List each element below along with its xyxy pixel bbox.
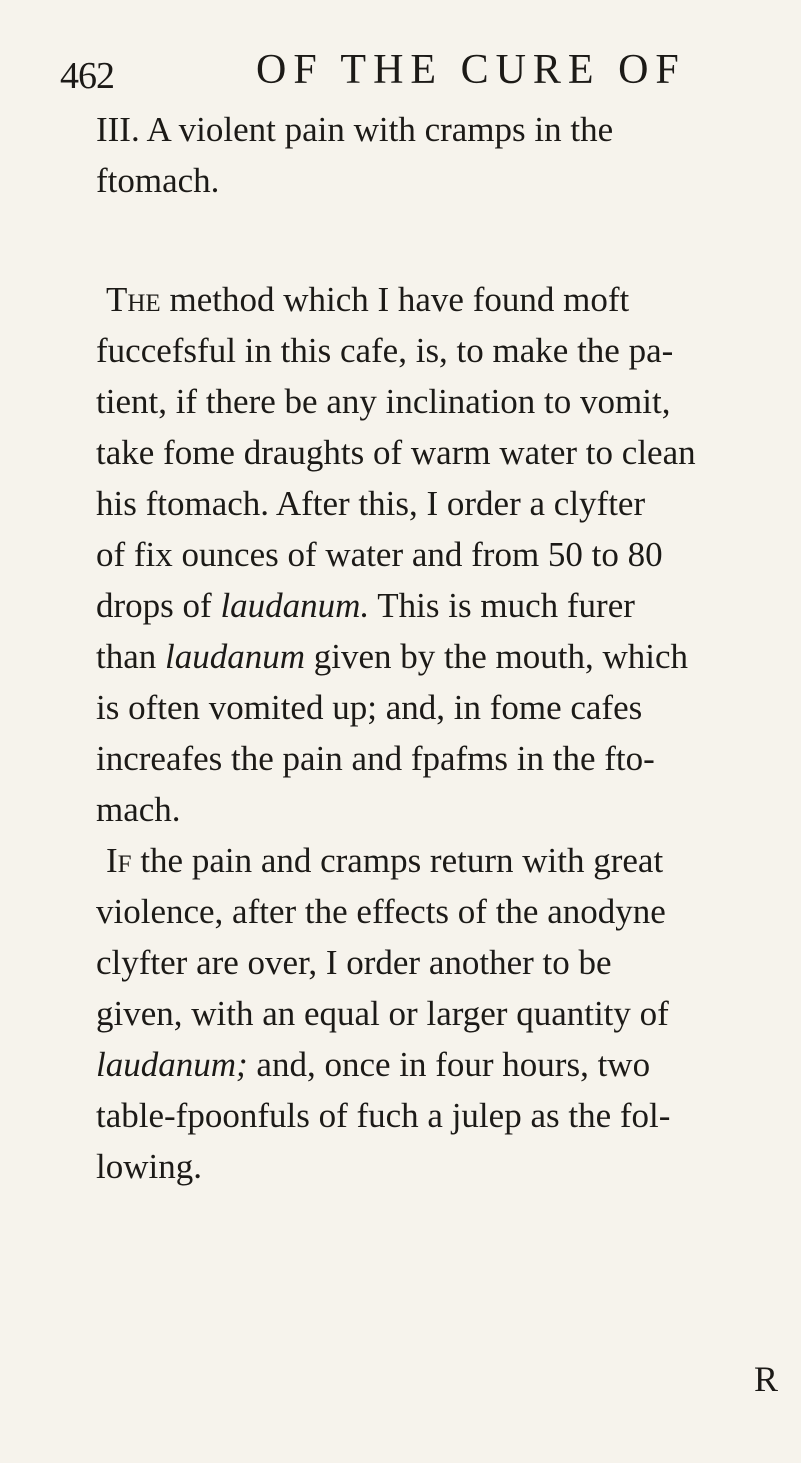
italic-term: laudanum;	[96, 1045, 248, 1084]
paragraph	[96, 274, 786, 835]
heading-line: III. A violent pain with cramps in the	[96, 110, 614, 149]
page-number: 462	[60, 55, 114, 97]
paragraph-line: take fome draughts of warm water to clean	[96, 433, 696, 472]
paragraph-line: mach.	[96, 790, 181, 829]
paragraph-line: violence, after the effects of the anodyne	[96, 892, 666, 931]
paragraph-line: tient, if there be any inclination to vomit,	[96, 382, 671, 421]
paragraph-line: given, with an equal or larger quantity of	[96, 994, 669, 1033]
line-text: This is much furer	[369, 586, 635, 625]
section-gap	[96, 206, 786, 274]
line-text: drops of	[96, 586, 221, 625]
paragraph-line: table-fpoonfuls of fuch a julep as the fol-	[96, 1096, 671, 1135]
paragraph-line: clyfter are over, I order another to be	[96, 943, 612, 982]
catchword: R	[754, 1359, 779, 1399]
paragraph-line	[96, 274, 786, 325]
small-caps-lead: The	[106, 280, 161, 319]
line-text: than	[96, 637, 166, 676]
line-text: method which I have found moft	[160, 280, 630, 319]
italic-term: laudanum	[165, 637, 306, 676]
paragraph-line: is often vomited up; and, in fome cafes	[96, 688, 643, 727]
body-text	[96, 104, 786, 1192]
small-caps-lead: If	[106, 841, 132, 880]
running-head: OF THE CURE OF	[256, 47, 686, 93]
paragraph-line: of fix ounces of water and from 50 to 80	[96, 535, 663, 574]
paragraph-line: increafes the pain and fpafms in the fto-	[96, 739, 655, 778]
paragraph-line	[96, 580, 786, 631]
paragraph-line: lowing.	[96, 1147, 202, 1186]
paragraph-line	[96, 835, 786, 886]
paragraph-line: fuccefsful in this cafe, is, to make the pa-	[96, 331, 674, 370]
italic-term: laudanum.	[220, 586, 370, 625]
paragraph-line	[96, 1039, 786, 1090]
line-text: the pain and cramps return with great	[131, 841, 664, 880]
paragraph	[96, 835, 786, 1192]
paragraph-line	[96, 631, 786, 682]
page-header	[60, 40, 760, 100]
section-heading	[96, 104, 786, 206]
line-text: given by the mouth, which	[305, 637, 689, 676]
paragraph-line: his ftomach. After this, I order a clyfter	[96, 484, 646, 523]
line-text: and, once in four hours, two	[247, 1045, 651, 1084]
heading-line: ftomach.	[96, 161, 220, 200]
